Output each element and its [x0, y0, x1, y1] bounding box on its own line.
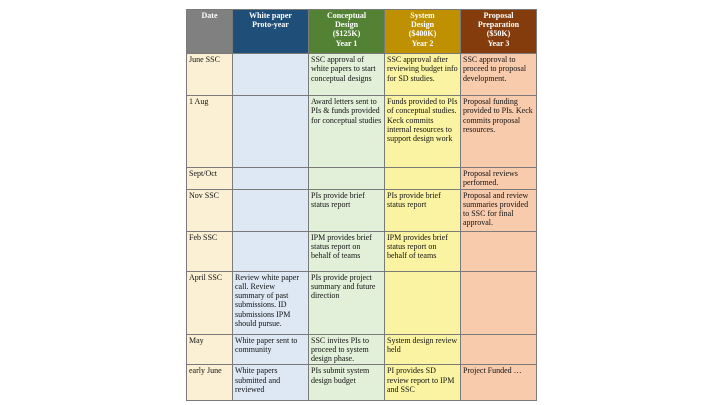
cell-white-paper: White paper sent to community	[233, 334, 309, 365]
header-white-paper-line: White paper	[249, 11, 292, 20]
header-conceptual-line: Conceptual	[326, 11, 367, 20]
cell-proposal-preparation	[461, 231, 537, 271]
table-row	[187, 231, 537, 271]
cell-conceptual-design: PIs provide brief status report	[309, 189, 385, 231]
cell-conceptual-design: IPM provides brief status report on behalf of teams	[309, 231, 385, 271]
cell-conceptual-design: Award letters sent to PIs & funds provided for conceptual studies	[309, 96, 385, 168]
header-proposal-preparation	[461, 10, 537, 54]
header-conceptual-line: ($125K)	[332, 29, 361, 39]
cell-proposal-preparation	[461, 271, 537, 334]
table-row	[187, 365, 537, 401]
cell-system-design: PIs provide brief status report	[385, 189, 461, 231]
cell-system-design: System design review held	[385, 334, 461, 365]
header-proposal-line: ($50K)	[486, 29, 511, 39]
table-row	[187, 271, 537, 334]
table-row	[187, 168, 537, 190]
table-row	[187, 96, 537, 168]
cell-proposal-preparation: Project Funded …	[461, 365, 537, 401]
header-date	[187, 10, 233, 54]
header-conceptual-design	[309, 10, 385, 54]
cell-system-design	[385, 168, 461, 190]
cell-white-paper	[233, 96, 309, 168]
cell-date: 1 Aug	[187, 96, 233, 168]
table-row	[187, 189, 537, 231]
header-conceptual-line: Year 1	[335, 38, 358, 48]
cell-proposal-preparation: SSC approval to proceed to proposal development.	[461, 54, 537, 96]
cell-conceptual-design	[309, 168, 385, 190]
table-row	[187, 54, 537, 96]
cell-white-paper: White papers submitted and reviewed	[233, 365, 309, 401]
cell-date: Nov SSC	[187, 189, 233, 231]
cell-proposal-preparation	[461, 334, 537, 365]
cell-white-paper: Review white paper call. Review summary of past submissions. ID submissions IPM should pursue.	[233, 271, 309, 334]
cell-white-paper	[233, 231, 309, 271]
cell-white-paper	[233, 189, 309, 231]
cell-system-design: Funds provided to PIs of conceptual studies. Keck commits internal resources to support design work	[385, 96, 461, 168]
cell-proposal-preparation: Proposal funding provided to PIs. Keck commits proposal resources.	[461, 96, 537, 168]
cell-conceptual-design: PIs provide project summary and future direction	[309, 271, 385, 334]
cell-date: April SSC	[187, 271, 233, 334]
header-date-line: Date	[201, 11, 218, 20]
header-system-line: ($400K)	[408, 29, 437, 39]
cell-date: early June	[187, 365, 233, 401]
cell-conceptual-design: SSC approval of white papers to start conceptual designs	[309, 54, 385, 96]
cell-proposal-preparation: Proposal and review summaries provided to SSC for final approval.	[461, 189, 537, 231]
cell-white-paper	[233, 168, 309, 190]
table-row	[187, 334, 537, 365]
header-conceptual-line: Design	[334, 20, 359, 30]
cell-date: Feb SSC	[187, 231, 233, 271]
cell-conceptual-design: SSC invites PIs to proceed to system design phase.	[309, 334, 385, 365]
cell-white-paper	[233, 54, 309, 96]
cell-system-design: IPM provides brief status report on behalf of teams	[385, 231, 461, 271]
header-system-line: System	[410, 11, 435, 20]
header-proposal-line: Preparation	[477, 20, 520, 30]
schedule-table	[186, 9, 537, 401]
header-row	[187, 10, 537, 54]
header-proposal-line: Proposal	[483, 11, 514, 20]
cell-date: May	[187, 334, 233, 365]
cell-system-design	[385, 271, 461, 334]
cell-date: Sept/Oct	[187, 168, 233, 190]
header-proposal-line: Year 3	[487, 38, 510, 48]
cell-conceptual-design: PIs submit system design budget	[309, 365, 385, 401]
header-system-line: Year 2	[411, 38, 434, 48]
header-white-paper	[233, 10, 309, 54]
header-system-design	[385, 10, 461, 54]
cell-system-design: PI provides SD review report to IPM and SSC	[385, 365, 461, 401]
cell-date: June SSC	[187, 54, 233, 96]
cell-proposal-preparation: Proposal reviews performed.	[461, 168, 537, 190]
header-system-line: Design	[410, 20, 435, 30]
header-white-paper-line: Proto-year	[252, 20, 289, 30]
cell-system-design: SSC approval after reviewing budget info for SD studies.	[385, 54, 461, 96]
